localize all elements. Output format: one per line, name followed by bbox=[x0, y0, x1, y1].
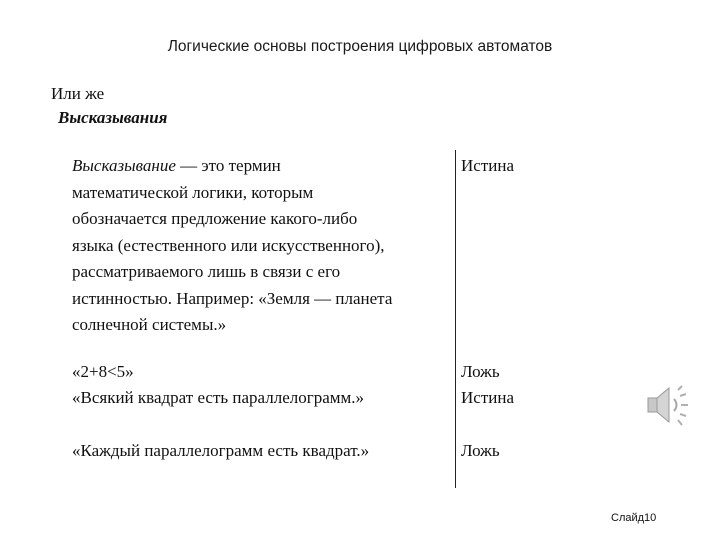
definition-line-2: математической логики, которым bbox=[72, 182, 314, 202]
example-value: Ложь bbox=[461, 441, 500, 460]
definition-line-7: солнечной системы.» bbox=[72, 315, 227, 334]
example-statement: «Каждый параллелограмм есть квадрат.» bbox=[72, 441, 370, 460]
example-value: Ложь bbox=[461, 362, 500, 381]
intro-line-1: Или же bbox=[51, 84, 105, 103]
intro-heading: Высказывания bbox=[58, 108, 168, 127]
definition-line-1: Высказывание — это термин bbox=[72, 156, 281, 175]
example-statement: «Всякий квадрат есть параллелограмм.» bbox=[72, 388, 365, 407]
definition-cell bbox=[72, 153, 452, 339]
definition-value: Истина bbox=[461, 156, 514, 175]
definition-line-3: обозначается предложение какого-либо bbox=[72, 209, 358, 228]
example-statement: «2+8<5» bbox=[72, 362, 134, 381]
definition-line-4: языка (естественного или искусственного), bbox=[72, 235, 385, 255]
definition-line-6: истинностью. Например: «Земля — планета bbox=[72, 288, 393, 308]
slide-title: Логические основы построения цифровых автоматов bbox=[167, 38, 553, 55]
example-value: Истина bbox=[461, 388, 514, 407]
speaker-icon[interactable] bbox=[644, 382, 692, 435]
slide-number: Слайд10 bbox=[611, 512, 657, 524]
definition-line-5: рассматриваемого лишь в связи с его bbox=[72, 262, 341, 281]
definition-term: Высказывание bbox=[72, 156, 176, 175]
table-divider bbox=[455, 150, 456, 488]
